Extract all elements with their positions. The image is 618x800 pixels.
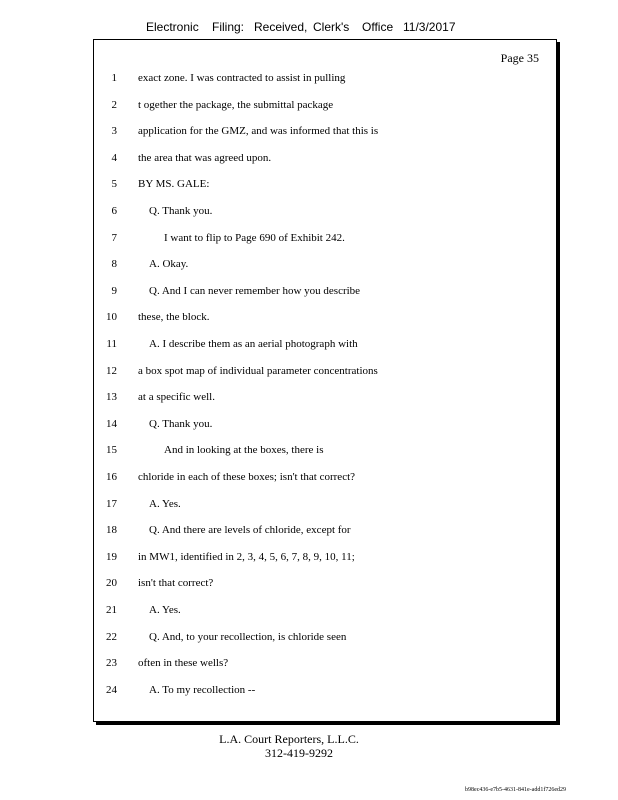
filing-received: Received, [254, 20, 308, 34]
line-text: A. Yes. [149, 497, 181, 510]
line-text: at a specific well. [138, 391, 215, 404]
transcript-line [94, 285, 556, 301]
filing-electronic: Electronic [146, 20, 199, 34]
line-text: A. Okay. [149, 258, 189, 271]
reporter-phone: 312-419-9292 [265, 746, 333, 760]
transcript-line [94, 444, 556, 460]
line-number: 16 [106, 471, 117, 483]
line-text: the area that was agreed upon. [138, 151, 272, 164]
line-number: 14 [106, 417, 117, 430]
line-text: often in these wells? [138, 657, 229, 670]
transcript-line [94, 471, 556, 487]
line-text: chloride in each of these boxes; isn't that correct? [138, 471, 356, 483]
line-text: Q. Thank you. [149, 205, 213, 217]
line-number: 9 [111, 284, 117, 297]
electronic-filing-header [0, 20, 618, 36]
line-text: these, the block. [138, 311, 210, 324]
line-text: Q. And, to your recollection, is chloride seen [149, 630, 347, 643]
transcript-line [94, 232, 556, 248]
line-text: Q. Thank you. [149, 417, 213, 430]
line-number: 18 [106, 524, 117, 537]
line-number: 5 [111, 178, 117, 191]
transcript-line [94, 365, 556, 381]
line-number: 15 [106, 444, 117, 457]
transcript-line [94, 99, 556, 115]
line-text: isn't that correct? [138, 577, 214, 590]
line-number: 21 [106, 604, 117, 616]
transcript-line [94, 657, 556, 673]
line-text: And in looking at the boxes, there is [164, 444, 324, 457]
filing-clerks: Clerk's [313, 20, 350, 34]
line-number: 7 [111, 231, 117, 244]
line-number: 2 [111, 98, 117, 111]
page-number: Page 35 [500, 51, 539, 65]
transcript-line [94, 684, 556, 700]
transcript-line [94, 604, 556, 620]
line-text: exact zone. I was contracted to assist in pulling [138, 72, 346, 84]
filing-office: Office [362, 20, 394, 34]
transcript-line [94, 391, 556, 407]
line-number: 6 [111, 205, 117, 217]
line-text: A. I describe them as an aerial photograph with [149, 338, 358, 350]
line-number: 19 [106, 550, 117, 563]
reporter-footer [0, 732, 618, 760]
line-text: in MW1, identified in 2, 3, 4, 5, 6, 7, 8, 9, 10, 11; [138, 550, 355, 563]
line-text: I want to flip to Page 690 of Exhibit 242. [164, 231, 345, 244]
transcript-line [94, 178, 556, 194]
line-number: 1 [111, 72, 117, 84]
transcript-page [93, 39, 557, 722]
line-number: 20 [106, 577, 117, 590]
transcript-line [94, 498, 556, 514]
transcript-line [94, 125, 556, 141]
document-hash: b98ec436-e7b5-4631-841e-add1f726ed29 [465, 787, 566, 793]
line-text: A. Yes. [149, 604, 181, 616]
line-number: 23 [106, 657, 117, 670]
transcript-line [94, 311, 556, 327]
filing-filing: Filing: [212, 20, 245, 34]
line-text: Q. And I can never remember how you describe [149, 284, 361, 297]
line-text: A. To my recollection -- [149, 683, 256, 696]
line-text: Q. And there are levels of chloride, except for [149, 524, 351, 537]
transcript-line [94, 577, 556, 593]
line-number: 8 [111, 258, 117, 271]
transcript-line [94, 551, 556, 567]
line-text: a box spot map of individual parameter concentrations [138, 364, 378, 377]
transcript-line [94, 205, 556, 221]
transcript-line [94, 418, 556, 434]
reporter-company: L.A. Court Reporters, L.L.C. [219, 732, 359, 746]
transcript-line [94, 258, 556, 274]
line-number: 11 [106, 338, 117, 350]
line-number: 12 [106, 364, 117, 377]
line-number: 3 [111, 125, 117, 138]
transcript-line [94, 152, 556, 168]
line-number: 17 [106, 497, 117, 510]
filing-date: 11/3/2017 [403, 20, 456, 34]
transcript-line [94, 72, 556, 88]
line-number: 4 [111, 151, 117, 164]
transcript-line [94, 338, 556, 354]
line-number: 13 [106, 391, 117, 404]
line-number: 10 [106, 311, 117, 324]
line-text: t ogether the package, the submittal package [138, 98, 334, 111]
line-number: 22 [106, 630, 117, 643]
transcript-line [94, 524, 556, 540]
line-text: application for the GMZ, and was informed that this is [138, 125, 379, 138]
line-number: 24 [106, 683, 117, 696]
transcript-line [94, 631, 556, 647]
line-text: BY MS. GALE: [138, 178, 210, 191]
